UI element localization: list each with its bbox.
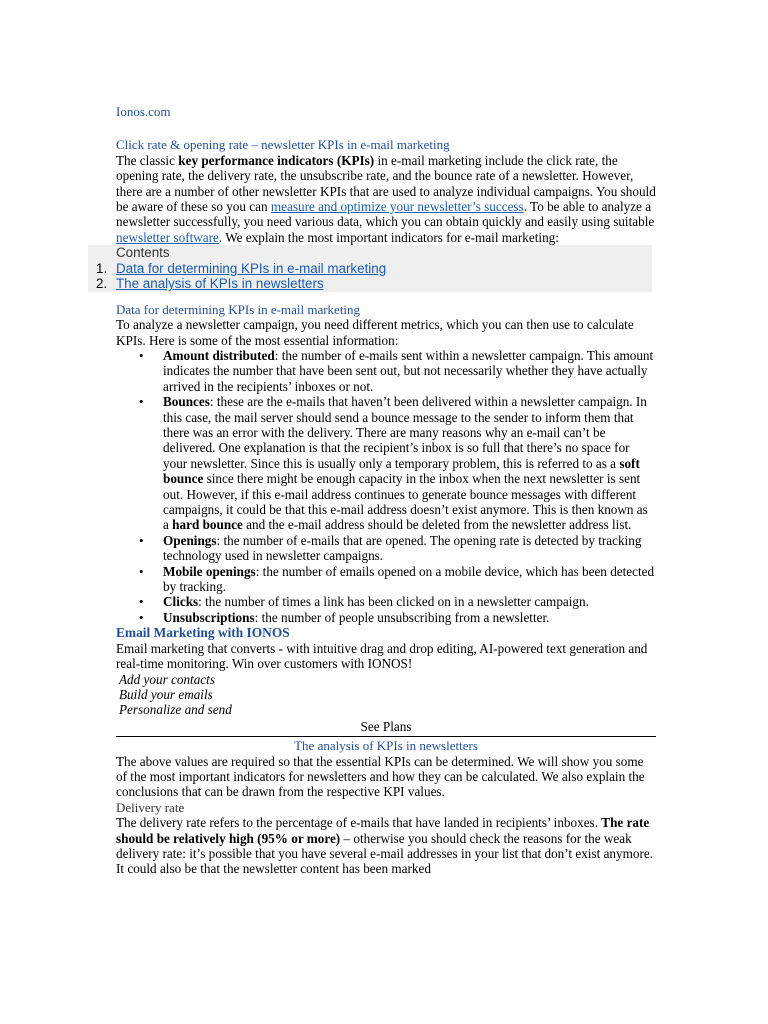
contents-link-analysis[interactable]: The analysis of KPIs in newsletters: [116, 276, 324, 292]
item-term: soft bounce: [163, 455, 640, 487]
list-item: [163, 594, 656, 609]
intro-text: . To be able to analyze a newsletter successfully, you need various data, which you can obtain quickly and easily using suitable: [116, 199, 655, 230]
item-term: Mobile openings: [163, 563, 256, 579]
item-term: Clicks: [163, 594, 199, 610]
promo-item: Add your contacts: [119, 671, 215, 687]
section2-intro: The above values are required so that the essential KPIs can be determined. We will show you some of the most important indicators for newsletters and how they can be calculated. We also explain the conclusions that can be drawn from the respective KPI values.: [116, 753, 645, 800]
promo-title: Email Marketing with IONOS: [116, 625, 290, 641]
contents-item: [88, 261, 652, 277]
site-name: Ionos.com: [116, 104, 171, 119]
item-term: Amount distributed: [163, 347, 275, 363]
section1-heading: Data for determining KPIs in e-mail marketing: [116, 301, 361, 317]
intro-paragraph: [116, 153, 656, 245]
promo-box: [116, 625, 656, 737]
list-item: [163, 533, 656, 564]
table-of-contents: [88, 245, 652, 292]
contents-item: [88, 276, 652, 292]
kpi-term: key performance indicators (KPIs): [178, 152, 375, 168]
newsletter-software-link[interactable]: newsletter software: [116, 229, 219, 245]
item-term: Openings: [163, 532, 217, 548]
contents-number: 1.: [96, 260, 108, 276]
item-text: since there might be enough capacity in the inbox when the next newsletter is sent out. However, if this e-mail address continues to generate bounce messages with different campaigns, it could be that this e-mail address doesn’t exist anymore. This is then known as a: [163, 471, 648, 533]
promo-item: Build your emails: [119, 686, 213, 702]
item-text: : the number of times a link has been clicked on in a newsletter campaign.: [198, 594, 589, 610]
emphasis-text: The rate should be relatively high (95% or more): [116, 815, 650, 846]
paragraph-text: The delivery rate refers to the percentage of e-mails that have landed in recipients’ inboxes.: [116, 815, 602, 831]
list-item: [163, 348, 656, 394]
article-title: Click rate & opening rate – newsletter KPIs in e-mail marketing: [116, 137, 450, 153]
promo-text: Email marketing that converts - with intuitive drag and drop editing, AI-powered text generation and real-time monitoring. Win over customers with IONOS!: [116, 640, 648, 672]
measure-optimize-link[interactable]: measure and optimize your newsletter’s success: [270, 199, 524, 215]
item-text: : the number of e-mails that are opened. The opening rate is detected by tracking technology used in newsletter campaigns.: [163, 532, 642, 564]
delivery-rate-paragraph: [116, 815, 656, 877]
metrics-list: [116, 348, 656, 625]
document-page: [96, 104, 656, 877]
contents-number: 2.: [96, 276, 108, 292]
contents-title: Contents: [116, 245, 170, 261]
item-term: hard bounce: [172, 517, 243, 533]
list-item: [163, 610, 656, 625]
paragraph-text: – otherwise you should check the reasons for the weak delivery rate: it’s possible that you have several e-mail addresses in your list that don’t exist anymore. It could also be that the newsletter content has been marked: [116, 830, 654, 877]
item-text: : the number of emails opened on a mobile device, which has been detected by tracking.: [163, 563, 655, 595]
item-text: : the number of people unsubscribing from a newsletter.: [254, 609, 550, 625]
contents-link-data-kpis[interactable]: Data for determining KPIs in e-mail marketing: [116, 260, 387, 276]
see-plans-button[interactable]: See Plans: [116, 719, 656, 737]
list-item: [163, 564, 656, 595]
item-term: Bounces: [163, 394, 210, 410]
section2-heading: The analysis of KPIs in newsletters: [294, 738, 478, 754]
section1-intro: To analyze a newsletter campaign, you need different metrics, which you can then use to calculate KPIs. Here is some of the most essential information:: [116, 317, 634, 348]
item-text: : these are the e-mails that haven’t been delivered within a newsletter campaign. In this case, the mail server should send a bounce message to the sender to inform them that there was an error with the delivery. There are many reasons why an e-mail can’t be delivered. One explanation is that the recipient’s inbox is so full that there’s no space for your newsletter. Since this is usually only a temporary problem, this is referred to as a: [163, 394, 647, 471]
item-text: : the number of e-mails sent within a newsletter campaign. This amount indicates the number that have been sent out, but not necessarily whether they have actually arrived in the recipients’ inboxes or not.: [163, 347, 654, 394]
item-text: and the e-mail address should be deleted from the newsletter address list.: [242, 517, 632, 533]
delivery-rate-heading: Delivery rate: [116, 799, 185, 815]
intro-text: The classic: [116, 152, 179, 168]
contents-list: [88, 261, 652, 292]
list-item: [163, 394, 656, 533]
item-term: Unsubscriptions: [163, 609, 255, 625]
intro-text: in e-mail marketing include the click rate, the opening rate, the delivery rate, the unsubscribe rate, and the bounce rate of a newsletter. However, there are a number of other newsletter KPIs that are used to analyze individual campaigns. You should be aware of these so you can: [116, 152, 656, 215]
intro-text: . We explain the most important indicators for e-mail marketing:: [218, 229, 559, 245]
promo-item: Personalize and send: [119, 702, 232, 718]
